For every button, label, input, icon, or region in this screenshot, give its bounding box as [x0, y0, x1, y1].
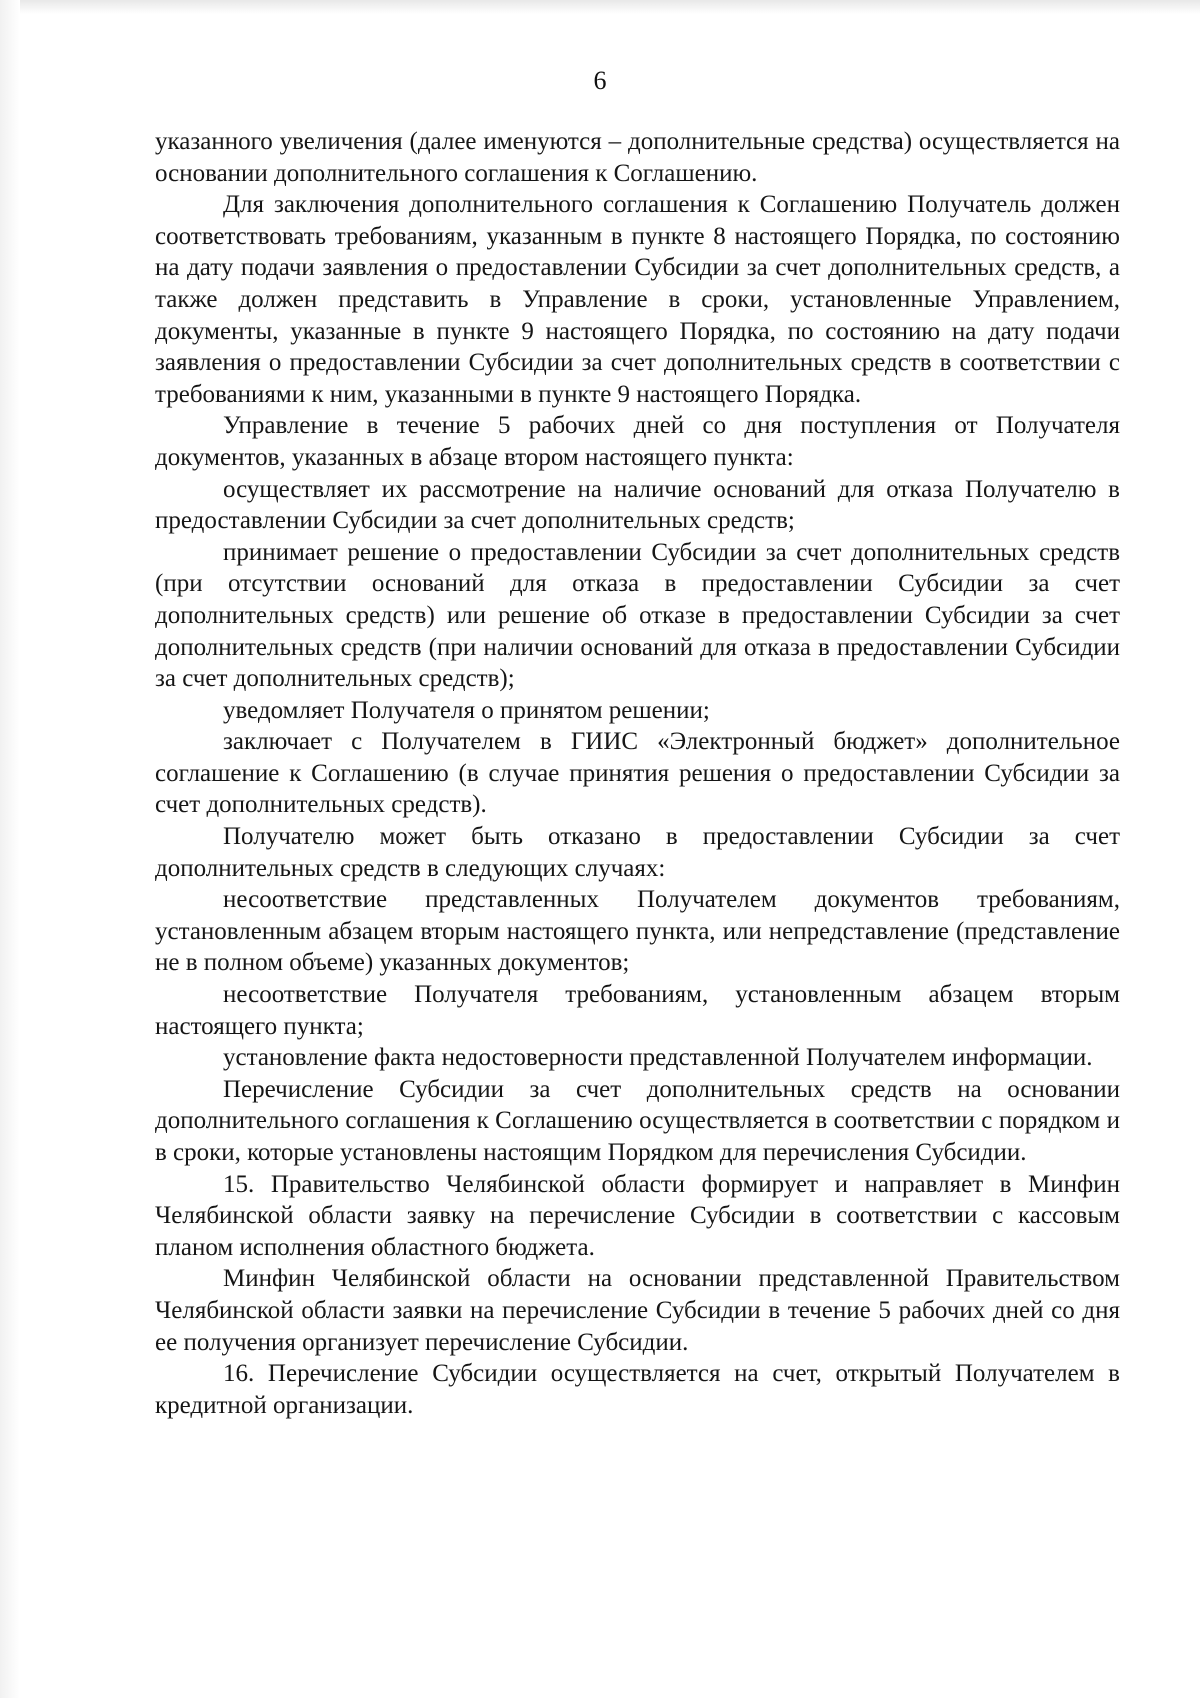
paragraph-4: осуществляет их рассмотрение на наличие оснований для отказа Получателю в предоставлении Субсидии за счет дополнительных средств;	[155, 475, 1120, 535]
paragraph-9: несоответствие представленных Получателем документов требованиям, установленным абзацем вторым настоящего пункта, или непредставление (представление не в полном объеме) указанных документов;	[155, 886, 1120, 977]
scan-edge-left	[0, 0, 20, 1698]
document-body	[155, 126, 1120, 1421]
paragraph-7: заключает с Получателем в ГИИС «Электронный бюджет» дополнительное соглашение к Соглашению (в случае принятия решения о предоставлении Субсидии за счет дополнительных средств).	[155, 728, 1120, 819]
paragraph-8: Получателю может быть отказано в предоставлении Субсидии за счет дополнительных средств в следующих случаях:	[155, 823, 1120, 882]
paragraph-11: установление факта недостоверности представленной Получателем информации.	[223, 1044, 1093, 1072]
paragraph-15: 16. Перечисление Субсидии осуществляется на счет, открытый Получателем в кредитной организации.	[155, 1360, 1120, 1419]
paragraph-3: Управление в течение 5 рабочих дней со дня поступления от Получателя документов, указанных в абзаце втором настоящего пункта:	[155, 412, 1120, 471]
paragraph-13: 15. Правительство Челябинской области формирует и направляет в Минфин Челябинской области заявку на перечисление Субсидии в соответствии с кассовым планом исполнения областного бюджета.	[155, 1170, 1120, 1261]
paragraph-1: указанного увеличения (далее именуются – дополнительные средства) осуществляется на основании дополнительного соглашения к Соглашению.	[155, 128, 1120, 187]
paragraph-12: Перечисление Субсидии за счет дополнительных средств на основании дополнительного соглашения к Соглашению осуществляется в соответствии с порядком и в сроки, которые установлены настоящим Порядком для перечисления Субсидии.	[155, 1075, 1120, 1166]
paragraph-6: уведомляет Получателя о принятом решении;	[223, 696, 710, 724]
paragraph-10: несоответствие Получателя требованиям, установленным абзацем вторым настоящего пункта;	[155, 981, 1120, 1040]
paragraph-5: принимает решение о предоставлении Субсидии за счет дополнительных средств (при отсутствии оснований для отказа в предоставлении Субсидии за счет дополнительных средств) или решение об отказе в предоставлении Субсидии за счет дополнительных средств (при наличии оснований для отказа в предоставлении Субсидии за счет дополнительных средств);	[155, 538, 1120, 693]
scan-edge-top	[0, 0, 1200, 14]
paragraph-14: Минфин Челябинской области на основании представленной Правительством Челябинской области заявки на перечисление Субсидии в течение 5 рабочих дней со дня ее получения организует перечисление Субсидии.	[155, 1265, 1120, 1356]
paragraph-2: Для заключения дополнительного соглашения к Соглашению Получатель должен соответствовать требованиям, указанным в пункте 8 настоящего Порядка, по состоянию на дату подачи заявления о предоставлении Субсидии за счет дополнительных средств, а также должен представить в Управление в сроки, установленные Управлением, документы, указанные в пункте 9 настоящего Порядка, по состоянию на дату подачи заявления о предоставлении Субсидии за счет дополнительных средств в соответствии с требованиями к ним, указанными в пункте 9 настоящего Порядка.	[155, 191, 1120, 408]
page-number: 6	[593, 66, 607, 95]
